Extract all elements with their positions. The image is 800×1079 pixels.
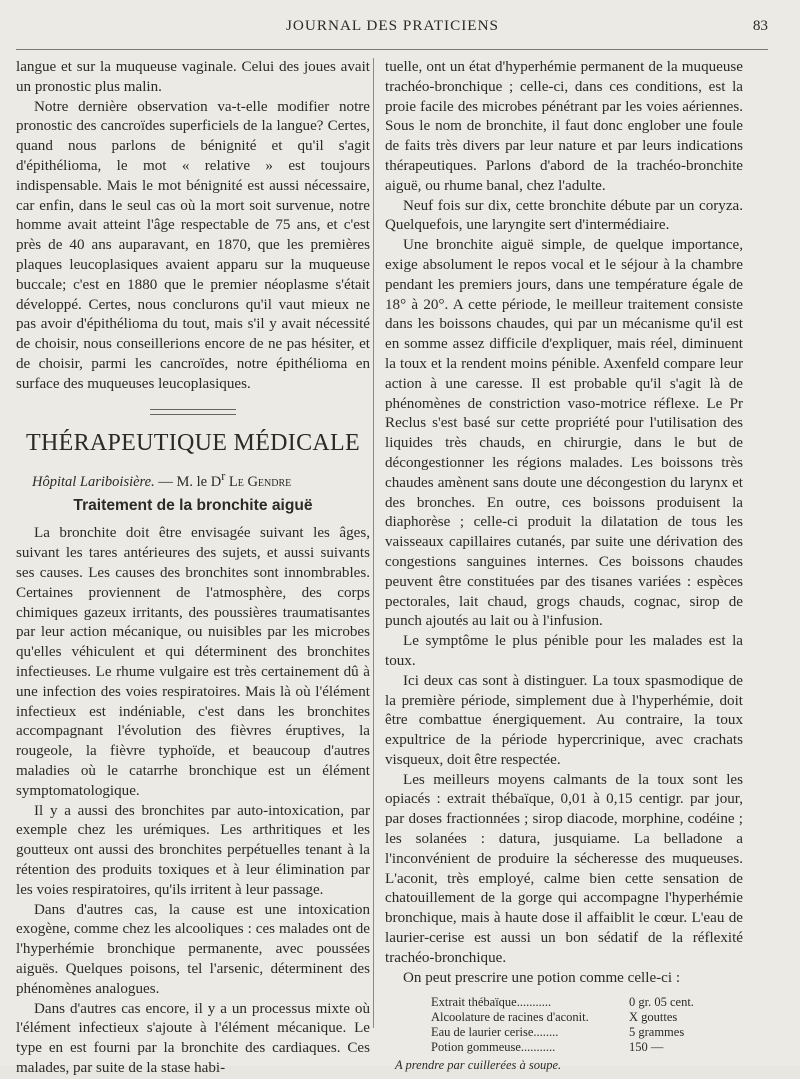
article-title: Traitement de la bronchite aiguë	[73, 497, 313, 515]
article-paragraph: Une bronchite aiguë simple, de quelque importance, exige absolument le repos vocal et le séjour à la chambre pendant les premiers jours, dans une température égale de 18° à 20°. A cette période, le meilleur traitement consiste dans les boissons chaudes, qui par un mécanisme qu'il est en somme assez difficile d'expliquer, mais réel, diminuent la toux et la rendent moins pénible. Axenfeld compare leur action à une caresse. Il est probable qu'il s'agit là de phénomènes de constriction vaso-motrice réflexe. Le Pr Reclus s'est basé sur cette propriété pour l'utilisation des liquides très chauds, en chirurgie, dans le but de décongestionner les régions malades. Les boissons très chaudes amènent sans doute une décongestion du larynx et des bronches. En outre, ces boissons produisent la diaphorèse ; celle-ci produit la dilatation de tous les vaisseaux capillaires cutanés, par suite une dérivation des congestions sanguines internes. Ces boissons chaudes peuvent être constituées par des tisanes variées : espèces pectorales, lait chaud, grogs chauds, cognac, sirop de punch ajoutés au lait ou à l'infusion.	[385, 237, 743, 630]
article-paragraph: Neuf fois sur dix, cette bronchite débute par un coryza. Quelquefois, une laryngite sert d'intermédiaire.	[385, 197, 743, 234]
ingredient-dose: 150 —	[629, 1039, 664, 1054]
article-paragraph: tuelle, ont un état d'hyperhémie permanent de la muqueuse trachéo-bronchique ; celle-ci, dans ces conditions, est la proie facile des microbes pénétrant par les voies aériennes. Sous le nom de bronchite, il faut donc englober une foule de faits très divers par leur nature et par leurs indications thérapeutiques. Parlons d'abord de la trachéo-bronchite aiguë, ou rhume banal, chez l'adulte.	[385, 59, 743, 194]
ingredient-dose: 0 gr. 05 cent.	[629, 995, 694, 1010]
prescription-row	[385, 1025, 743, 1040]
prescription-row	[385, 995, 743, 1010]
section-title: THÉRAPEUTIQUE MÉDICALE	[26, 429, 360, 456]
prescription-instruction: A prendre par cuillerées à soupe.	[395, 1057, 562, 1072]
hospital-attribution	[32, 467, 370, 491]
ingredient-dose: X gouttes	[629, 1010, 678, 1025]
doctor-prefix: — M. le D	[154, 473, 222, 490]
column-divider	[373, 58, 374, 1028]
ingredient-name: Alcoolature de racines d'aconit.	[431, 1010, 589, 1025]
article-paragraph: Dans d'autres cas, la cause est une intoxication exogène, comme chez les alcooliques : ces malades ont de l'hyperhémie bronchique permanente, avec poussées aiguës. Quelques poisons, tel l'arsenic, déterminent des phénomènes analogues.	[16, 901, 370, 997]
prescription-row	[385, 1010, 743, 1025]
prescription-row	[385, 1040, 743, 1055]
page-header	[16, 14, 768, 44]
page-number: 83	[752, 17, 768, 34]
article-paragraph: Le symptôme le plus pénible pour les malades est la toux.	[385, 633, 743, 669]
article-paragraph: Les meilleurs moyens calmants de la toux sont les opiacés : extrait thébaïque, 0,01 à 0,15 centigr. par jour, par doses fractionnées ; sirop diacode, morphine, codéine ; les solanées : datura, jusquiame. La belladone a l'inconvénient de produire la sécheresse des muqueuses. L'aconit, très employé, calme bien cette sensation de chatouillement de la gorge qui accompagne l'hyperhémie bronchique, mais à haute dose il affaiblit le cœur. L'eau de laurier-cerise est aussi un bon sédatif de la réflexité trachéo-bronchique.	[385, 771, 743, 966]
ingredient-dose: 5 grammes	[629, 1025, 685, 1040]
journal-title: JOURNAL DES PRATICIENS	[286, 17, 499, 34]
article-paragraph: La bronchite doit être envisagée suivant les âges, suivant les tares antérieures des sujets, et aussi suivants ses causes. Les causes des bronchites sont innombrables. Certaines proviennent de l'atmosphère, des corps chimiques gazeux irritants, des poussières traumatisantes par leur action mécanique, ou nuisibles par les microbes qu'elles véhiculent et qui déterminent des bronchites infectieuses. Le rhume vulgaire est très certainement dû à une infection des voies respiratoires. Mais là où l'élément infectieux est indéniable, c'est dans les bronchites accompagnant l'évolution des fièvres éruptives, la rougeole, la fièvre typhoïde, et beaucoup d'autres maladies où le catarrhe bronchique est un élément symptomatologique.	[16, 525, 370, 799]
ingredient-name: Potion gommeuse...........	[431, 1039, 556, 1054]
doctor-title-superscript: r	[221, 468, 226, 483]
intro-paragraph: Notre dernière observation va-t-elle modifier notre pronostic des cancroïdes superficiels de la langue? Certes, quand nous parlons de bénignité et qu'il s'agit d'épithélioma, le mot « relative » est toujours indispensable. Mais le mot bénignité est aussi nécessaire, car enfin, dans le seul cas où la mort soit survenue, notre homme avait atteint l'âge respectable de 75 ans, et c'est près de 40 ans auparavant, en 1870, que les premières plaques leucoplasiques avaient apparu sur la muqueuse buccale; c'est en 1880 que le premier néoplasme s'était développé. Certes, nous conclurons qu'il vaut mieux ne pas avoir d'épithélioma du tout, mais s'il y avait nécessité de choisir, nous conseillerions encore de ne pas hésiter, et de choisir, parmi les cancroïdes, notre épithélioma en surface des muqueuses leucoplasiques.	[16, 98, 370, 392]
article-paragraph: Il y a aussi des bronchites par auto-intoxication, par exemple chez les urémiques. Les arthritiques et les goutteux ont aussi des bronchites perpétuelles tenant à la rétention des produits toxiques et à leur élimination par les voies respiratoires, qu'ils irritent à leur passage.	[16, 802, 370, 898]
section-separator-rule	[150, 409, 236, 415]
author-name: Le Gendre	[225, 473, 292, 490]
ingredient-name: Eau de laurier cerise........	[431, 1025, 559, 1040]
header-rule	[16, 49, 768, 50]
article-paragraph: Ici deux cas sont à distinguer. La toux spasmodique de la première période, simplement due à l'hyperhémie, doit être combattue énergiquement. Au contraire, la toux expultrice de la période hypercrinique, avec crachats visqueux, doit être respectée.	[385, 672, 743, 768]
intro-paragraph: langue et sur la muqueuse vaginale. Celui des joues avait un pronostic plus malin.	[16, 59, 370, 95]
hospital-name: Hôpital Lariboisière.	[32, 473, 155, 490]
right-column	[385, 58, 743, 1072]
left-column	[16, 58, 370, 1079]
article-paragraph: On peut prescrire une potion comme celle-ci :	[403, 969, 681, 986]
prescription-formula	[385, 995, 743, 1072]
article-paragraph: Dans d'autres cas encore, il y a un processus mixte où l'élément infectieux s'ajoute à l'élément mécanique. Le type en est fourni par la bronchite des cardiaques. Ces malades, par suite de la stase habi-	[16, 1000, 370, 1076]
ingredient-name: Extrait thébaïque...........	[431, 995, 552, 1010]
